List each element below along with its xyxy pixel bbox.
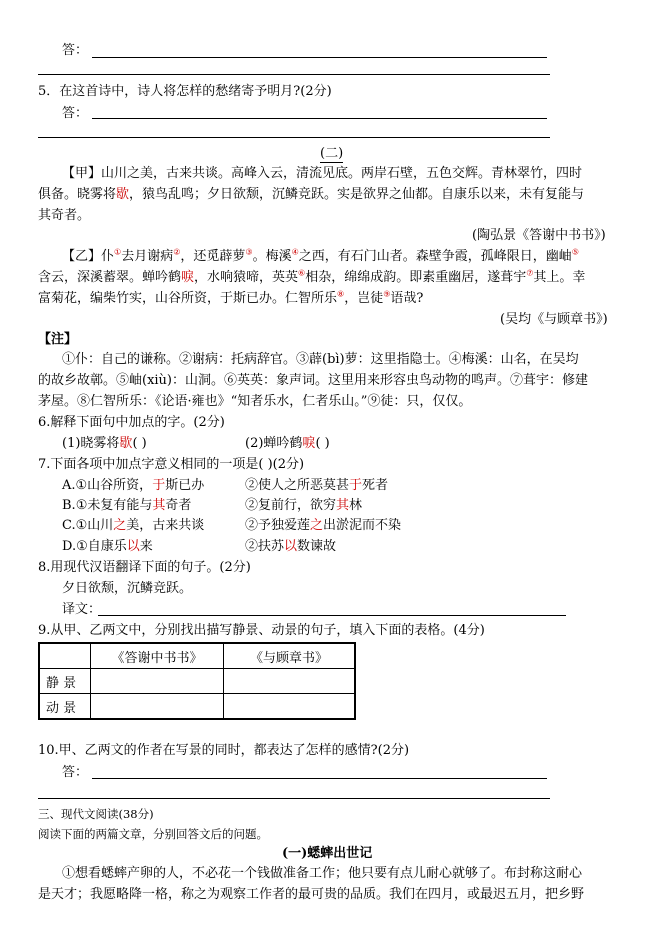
q6-question: 6.解释下面句中加点的字。(2分) <box>38 415 225 430</box>
option-text: 死者 <box>362 478 389 493</box>
q5-answer-line-2[interactable] <box>38 137 550 138</box>
q5-question: 5．在这首诗中，诗人将怎样的愁绪寄予明月?(2分) <box>38 84 332 99</box>
dotted-word-li: 唳 <box>302 436 316 451</box>
footnote-marker: ⑥ <box>298 268 306 278</box>
q6-answer-blank[interactable]: ( ) <box>315 436 330 451</box>
q5-answer-label: 答： <box>62 106 89 121</box>
q6-item-2 <box>245 436 330 452</box>
dotted-word: 其 <box>336 498 350 513</box>
q9-cell-dynamic-2[interactable] <box>224 694 356 720</box>
article-title: (一)蟋蟀出世记 <box>282 846 373 861</box>
q9-cell-static-2[interactable] <box>224 669 356 694</box>
option-text: 美，古来共谈 <box>126 518 205 533</box>
yi-source: (吴均《与顾章书》) <box>500 312 608 327</box>
q7-option-d[interactable] <box>62 539 153 555</box>
footnote-marker: ⑤ <box>571 247 579 257</box>
q4-answer-label: 答： <box>62 43 89 58</box>
q10-answer-blank[interactable] <box>92 778 547 779</box>
option-text: 奇者 <box>165 498 192 513</box>
yi-text: 富菊花，编柴竹实，山谷所资，于斯已办。仁智所乐 <box>38 291 338 306</box>
q7-question: 7.下面各项中加点字意义相同的一项是( )(2分) <box>38 457 305 472</box>
option-text: ②扶苏 <box>245 539 285 554</box>
q10-answer-line-2[interactable] <box>38 798 550 799</box>
yi-text: ，还觅薜萝 <box>180 249 246 264</box>
dotted-word: 于 <box>152 478 166 493</box>
jia-line-1: 【甲】山川之美，古来共谈。高峰入云，清流见底。两岸石壁，五色交辉。青林翠竹，四时 <box>62 166 583 181</box>
q10-question: 10.甲、乙两文的作者在写景的同时，都表达了怎样的感情?(2分) <box>38 743 410 758</box>
q4-answer-blank[interactable] <box>92 57 547 58</box>
jia-text: 俱备。晓雾将 <box>38 187 117 202</box>
section-three-instruction: 阅读下面的两篇文章，分别回答文后的问题。 <box>38 827 268 841</box>
yi-text: 之西，有石门山者。森壁争霞，孤峰限日，幽岫 <box>298 249 572 264</box>
footnote-marker: ② <box>173 247 181 257</box>
notes-line-3: 茅屋。⑧仁智所乐：《论语·雍也》“知者乐水，仁者乐山。”⑨徒：只，仅仅。 <box>38 394 472 409</box>
yi-text: ，水响猿啼，英英 <box>194 270 299 285</box>
option-text: ②予独爱莲 <box>245 518 311 533</box>
footnote-marker: ⑨ <box>383 289 391 299</box>
jia-line-2 <box>38 187 584 203</box>
yi-text: 语哉? <box>390 291 424 306</box>
yi-line-2 <box>38 270 585 286</box>
q7-option-c[interactable] <box>62 518 204 534</box>
q7-option-a-part2 <box>245 478 388 494</box>
dotted-word-xie: 歇 <box>119 436 133 451</box>
option-label: A. <box>62 478 76 493</box>
option-text: ①自康乐 <box>76 539 127 554</box>
q7-option-c-part2 <box>245 518 401 534</box>
option-text: 来 <box>139 539 153 554</box>
q10-answer-label: 答： <box>62 765 89 780</box>
q9-table <box>38 642 356 720</box>
q9-col-header-2: 《与顾章书》 <box>224 643 356 669</box>
option-text: 出淤泥而不染 <box>323 518 402 533</box>
q8-answer-label: 译文： <box>62 602 102 617</box>
yi-text: 其上。幸 <box>533 270 586 285</box>
q6-answer-blank[interactable]: ( ) <box>132 436 147 451</box>
q6-item-1 <box>62 436 147 452</box>
q9-table-corner <box>39 643 91 669</box>
section-two-title: (二) <box>320 146 344 161</box>
dotted-word: 之 <box>310 518 324 533</box>
article-para-line-1: ①想看蟋蟀产卵的人，不必花一个钱做准备工作；他只要有点儿耐心就够了。布封称这耐心 <box>62 866 583 881</box>
option-text: 斯已办 <box>165 478 205 493</box>
q9-row-header-static: 静 景 <box>39 669 91 694</box>
q6-item-text: (1)晓雾将 <box>62 436 120 451</box>
dotted-word: 于 <box>349 478 363 493</box>
notes-title: 【注】 <box>38 332 78 347</box>
q9-row-header-dynamic: 动 景 <box>39 694 91 720</box>
q7-option-b[interactable] <box>62 498 191 514</box>
yi-text: 【乙】仆 <box>62 249 115 264</box>
footnote-marker: ⑧ <box>337 289 345 299</box>
option-text: ①山川 <box>75 518 114 533</box>
q8-sentence: 夕日欲颓，沉鳞竞跃。 <box>62 581 193 596</box>
option-text: ②复前行，欲穷 <box>245 498 337 513</box>
jia-text: ，猿鸟乱鸣；夕日欲颓，沉鳞竞跃。实是欲界之仙都。自康乐以来，未有复能与 <box>129 187 585 202</box>
dotted-word: 其 <box>152 498 166 513</box>
q6-item-text: (2)蝉吟鹤 <box>245 436 303 451</box>
yi-text: ，岂徒 <box>344 291 384 306</box>
q8-answer-blank[interactable] <box>98 615 566 616</box>
yi-text: 去月谢病 <box>121 249 174 264</box>
notes-line-2: 的故乡故鄣。⑤岫(xiù)：山洞。⑥英英：象声词。这里用来形容虫鸟动物的鸣声。⑦葺宇：修建 <box>38 373 589 388</box>
dotted-word: 之 <box>113 518 127 533</box>
option-label: B. <box>62 498 76 513</box>
option-text: ①未复有能与 <box>75 498 153 513</box>
dotted-word: 以 <box>126 539 140 554</box>
section-three-title: 三、现代文阅读(38分) <box>38 807 154 821</box>
footnote-marker: ④ <box>291 247 299 257</box>
q9-cell-dynamic-1[interactable] <box>91 694 224 720</box>
q7-option-a[interactable] <box>62 478 204 494</box>
option-text: ②使人之所恶莫甚 <box>245 478 350 493</box>
option-text: ①山谷所资， <box>75 478 153 493</box>
yi-text: 。梅溪 <box>252 249 292 264</box>
footnote-marker: ③ <box>245 247 253 257</box>
q9-col-header-1: 《答谢中书书》 <box>91 643 224 669</box>
yi-text: 含云，深溪蓄翠。蝉吟鹤 <box>38 270 182 285</box>
dotted-word: 以 <box>284 539 298 554</box>
q5-answer-blank[interactable] <box>92 118 547 119</box>
notes-line-1: ①仆：自己的谦称。②谢病：托病辞官。③薜(bì)萝：这里指隐士。④梅溪：山名，在吴均 <box>62 352 579 367</box>
yi-line-1 <box>62 249 579 265</box>
option-text: 数谏故 <box>297 539 337 554</box>
article-para-line-2: 是天才；我愿略降一格，称之为观察工作者的最可贵的品质。我们在四月，或最迟五月，把乡野 <box>38 887 585 902</box>
option-label: D. <box>62 539 77 554</box>
footnote-marker: ① <box>114 247 122 257</box>
footnote-marker: ⑦ <box>526 268 534 278</box>
yi-text: 相杂，绵绵成韵。即素重幽居，遂葺宇 <box>305 270 527 285</box>
jia-source: (陶弘景《答谢中书书》) <box>472 228 606 243</box>
q4-answer-line-2[interactable] <box>38 74 550 75</box>
yi-line-3 <box>38 291 423 307</box>
dotted-word-xie: 歇 <box>116 187 130 202</box>
option-label: C. <box>62 518 76 533</box>
jia-line-3: 其奇者。 <box>38 208 91 223</box>
q7-option-b-part2 <box>245 498 362 514</box>
option-text: 林 <box>349 498 363 513</box>
q8-question: 8.用现代汉语翻译下面的句子。(2分) <box>38 560 251 575</box>
dotted-word-li: 唳 <box>181 270 195 285</box>
q9-cell-static-1[interactable] <box>91 669 224 694</box>
q7-option-d-part2 <box>245 539 336 555</box>
q9-question: 9.从甲、乙两文中，分别找出描写静景、动景的句子，填入下面的表格。(4分) <box>38 623 485 638</box>
